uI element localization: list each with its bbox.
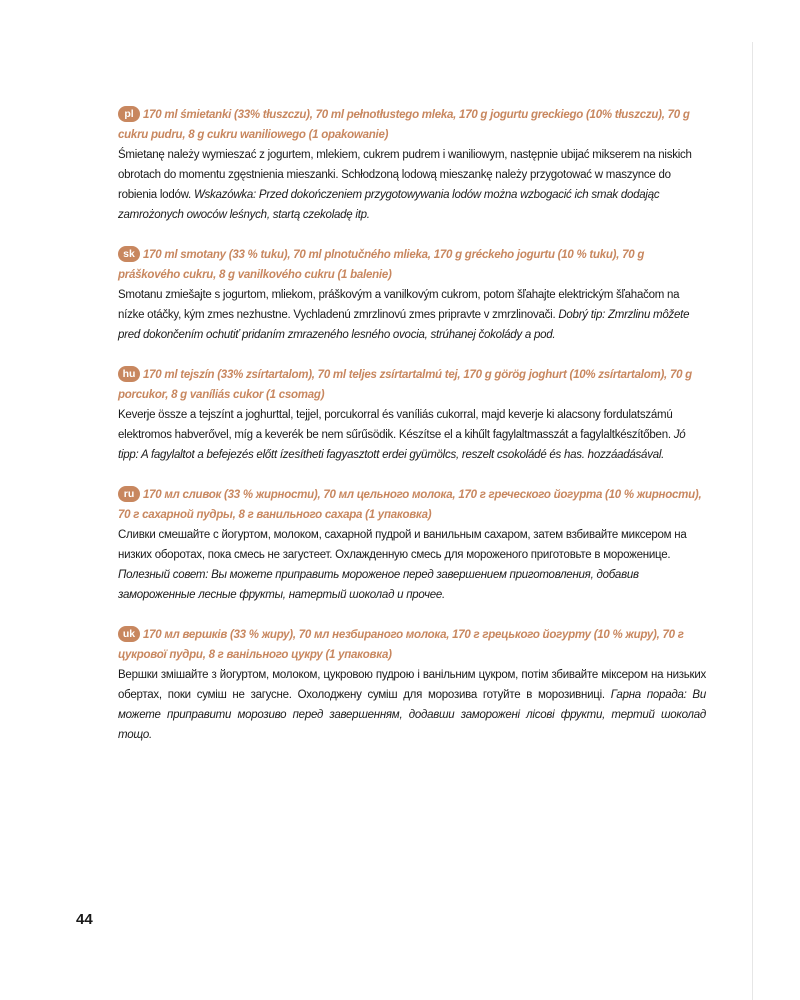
instructions-text: Keverje össze a tejszínt a joghurttal, tejjel, porcukorral és vaníliás cukorral, majd keverje ki alacsony fordulatszámú elektromos habverővel, míg a keverék be nem sűrűsödik. Készítse el a kihűlt fagylaltmasszát a fagylaltkészítőben.	[118, 409, 673, 441]
instructions-paragraph	[118, 285, 706, 345]
instructions-text: Śmietanę należy wymieszać z jogurtem, mlekiem, cukrem pudrem i waniliowym, następnie ubijać mikserem na niskich obrotach do momentu zgęstnienia mieszanki. Schłodzoną lodową mieszankę należy przygotować w maszynce do robienia lodów.	[118, 149, 692, 201]
tip-text: Полезный совет: Вы можете приправить мороженое перед завершением приготовления, добавив замороженные лесные фрукты, натертый шоколад и прочее.	[118, 569, 639, 601]
ingredients-text: 170 ml śmietanki (33% tłuszczu), 70 ml pełnotłustego mleka, 170 g jogurtu greckiego (10% tłuszczu), 70 g cukru pudru, 8 g cukru waniliowego (1 opakowanie)	[118, 109, 690, 141]
language-badge: uk	[118, 626, 140, 642]
page-number: 44	[76, 911, 93, 928]
language-badge: hu	[118, 366, 140, 382]
ingredients-line	[118, 485, 706, 525]
recipe-block-hu	[118, 365, 706, 465]
recipe-list	[118, 105, 706, 765]
instructions-text: Smotanu zmiešajte s jogurtom, mliekom, práškovým a vanilkovým cukrom, potom šľahajte elektrickým šľahačom na nízke otáčky, kým zmes nezhustne. Vychladenú zmrzlinovú zmes pripravte v zmrzlinovači.	[118, 289, 680, 321]
page-edge-divider	[752, 42, 753, 1000]
instructions-text: Вершки змішайте з йогуртом, молоком, цукровою пудрою і ванільним цукром, потім збивайте міксером на низьких обертах, поки суміш не загусне. Охолоджену суміш для морозива готуйте в морозивниці.	[118, 669, 706, 701]
instructions-paragraph	[118, 405, 706, 465]
tip-text: Wskazówka: Przed dokończeniem przygotowywania lodów można wzbogacić ich smak dodając zamrożonych owoców leśnych, startą czekoladę itp.	[118, 189, 660, 221]
language-badge: ru	[118, 486, 140, 502]
instructions-paragraph	[118, 145, 706, 225]
ingredients-line	[118, 105, 706, 145]
tip-text: Гарна порада: Ви можете приправити морозиво перед завершенням, додавши заморожені лісові фрукти, тертий шоколад тощо.	[118, 689, 707, 741]
instructions-paragraph	[118, 665, 706, 745]
instructions-text: Сливки смешайте с йогуртом, молоком, сахарной пудрой и ванильным сахаром, затем взбивайте миксером на низких оборотах, пока смесь не загустеет. Охлажденную смесь для мороженого приготовьте в мороженице.	[118, 529, 687, 561]
language-badge: pl	[118, 106, 140, 122]
ingredients-text: 170 мл вершків (33 % жиру), 70 мл незбираного молока, 170 г грецького йогурту (10 % жиру), 70 г цукрової пудри, 8 г ванільного цукру (1 упаковка)	[118, 629, 684, 661]
recipe-block-uk	[118, 625, 706, 745]
ingredients-line	[118, 245, 706, 285]
tip-text: Jó tipp: A fagylaltot a befejezés előtt ízesítheti fagyasztott erdei gyümölcs, reszelt csokoládé és has. hozzáadásával.	[118, 429, 686, 461]
ingredients-text: 170 ml tejszín (33% zsírtartalom), 70 ml teljes zsírtartalmú tej, 170 g görög joghurt (10% zsírtartalom), 70 g porcukor, 8 g vaníliás cukor (1 csomag)	[118, 369, 692, 401]
ingredients-text: 170 ml smotany (33 % tuku), 70 ml plnotučného mlieka, 170 g gréckeho jogurtu (10 % tuku), 70 g práškového cukru, 8 g vanilkového cukru (1 balenie)	[118, 249, 645, 281]
recipe-block-ru	[118, 485, 706, 605]
recipe-block-pl	[118, 105, 706, 225]
tip-text: Dobrý tip: Zmrzlinu môžete pred dokončením ochutiť pridaním zmrazeného lesného ovocia, strúhanej čokolády a pod.	[118, 309, 690, 341]
ingredients-line	[118, 625, 706, 665]
instructions-paragraph	[118, 525, 706, 605]
ingredients-text: 170 мл сливок (33 % жирности), 70 мл цельного молока, 170 г греческого йогурта (10 % жирности), 70 г сахарной пудры, 8 г ванильного сахара (1 упаковка)	[118, 489, 702, 521]
language-badge: sk	[118, 246, 140, 262]
ingredients-line	[118, 365, 706, 405]
recipe-block-sk	[118, 245, 706, 345]
